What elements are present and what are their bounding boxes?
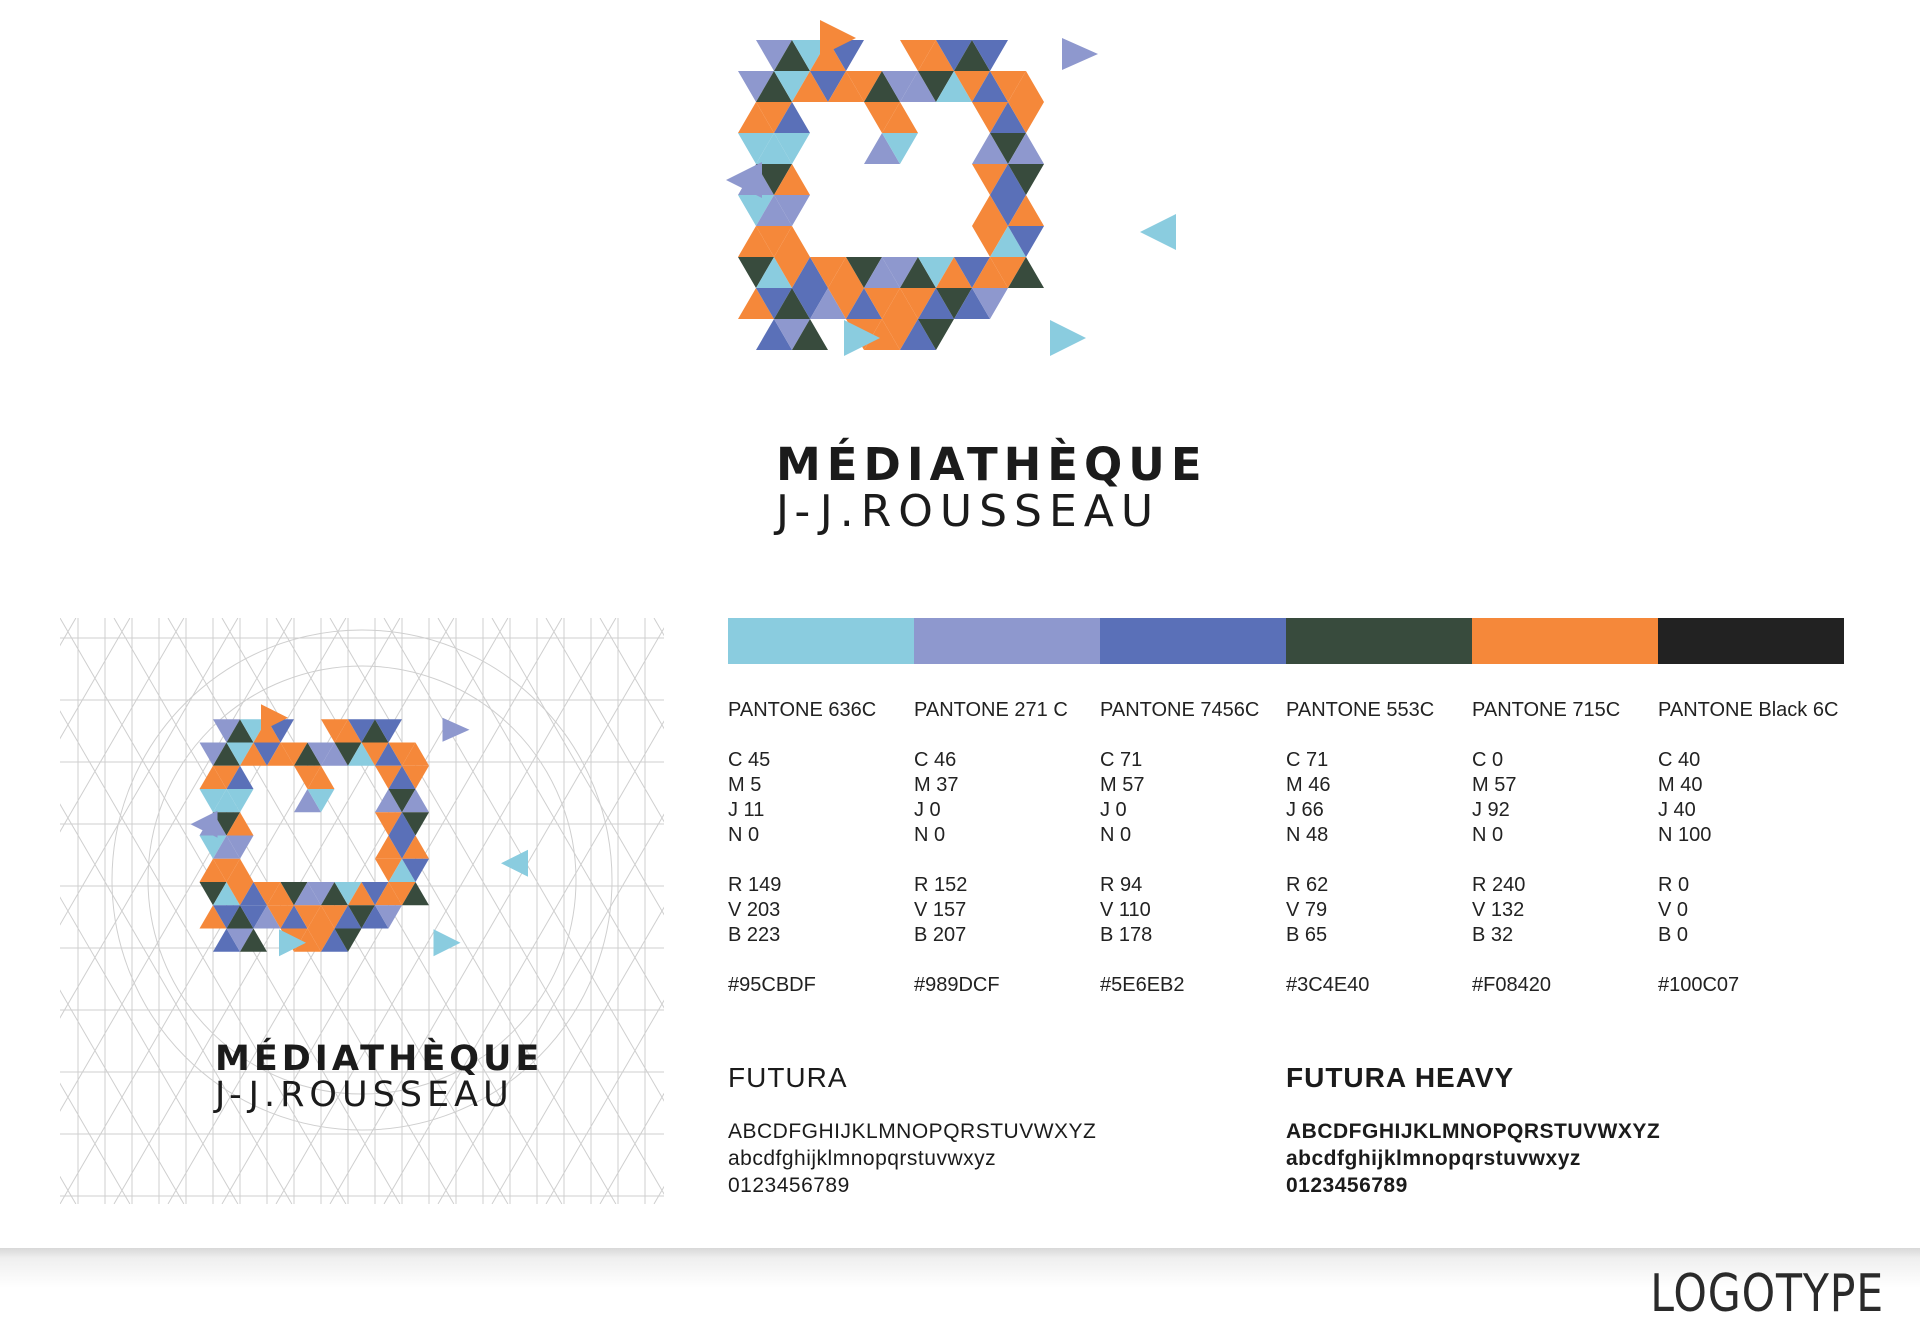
color-palette	[728, 618, 1846, 998]
rvb-values	[1286, 873, 1472, 948]
cmjn-values	[1472, 748, 1658, 848]
cmjn-value: M 46	[1286, 774, 1331, 796]
triangle-mosaic-m-icon	[720, 20, 1200, 430]
cmjn-value: J 66	[1286, 799, 1324, 821]
color-spec-column	[728, 698, 914, 998]
mosaic-triangle	[434, 929, 461, 956]
rvb-value: R 149	[728, 874, 782, 896]
font-sample-heavy-digits: 0123456789	[1286, 1174, 1408, 1197]
rvb-value: B 178	[1100, 924, 1153, 946]
font-sample-heavy-upper: ABCDFGHIJKLMNOPQRSTUVWXYZ	[1286, 1120, 1661, 1143]
grid-line	[60, 618, 130, 1204]
cmjn-value: J 0	[1100, 799, 1127, 821]
mosaic-triangle	[1062, 38, 1098, 70]
swatch-bar	[728, 618, 1844, 664]
hex-value: #5E6EB2	[1100, 974, 1185, 996]
color-spec-column	[1286, 698, 1472, 998]
cmjn-value: M 37	[914, 774, 959, 796]
hex-value: #989DCF	[914, 974, 1000, 996]
footer	[0, 1248, 1920, 1334]
cmjn-value: N 100	[1658, 824, 1712, 846]
cmjn-values	[1100, 748, 1286, 848]
hex-value: #95CBDF	[728, 974, 816, 996]
font-sample-upper: ABCDFGHIJKLMNOPQRSTUVWXYZ	[728, 1120, 1097, 1143]
rvb-values	[914, 873, 1100, 948]
color-spec-column	[914, 698, 1100, 998]
cmjn-value: N 0	[914, 824, 946, 846]
rvb-value: B 223	[728, 924, 781, 946]
color-spec-column	[1472, 698, 1658, 998]
cmjn-value: C 45	[728, 749, 771, 771]
rvb-value: R 94	[1100, 874, 1143, 896]
swatch-715c	[1472, 618, 1658, 664]
cmjn-value: M 57	[1472, 774, 1517, 796]
rvb-value: V 157	[914, 899, 967, 921]
rvb-value: R 152	[914, 874, 968, 896]
cmjn-value: C 0	[1472, 749, 1504, 771]
logo-subtitle: J-J.ROUSSEAU	[776, 486, 1161, 537]
rvb-value: B 65	[1286, 924, 1328, 946]
cmjn-values	[1658, 748, 1844, 848]
font-sample-digits: 0123456789	[728, 1174, 850, 1197]
cmjn-value: C 71	[1100, 749, 1143, 771]
cmjn-value: M 5	[728, 774, 762, 796]
swatch-271c	[914, 618, 1100, 664]
font-heavy-block	[1286, 1060, 1660, 1199]
color-specs	[728, 698, 1844, 998]
font-regular-block	[728, 1060, 1096, 1199]
cmjn-values	[728, 748, 914, 848]
rvb-value: R 0	[1658, 874, 1690, 896]
swatch-7456c	[1100, 618, 1286, 664]
cmjn-value: N 0	[728, 824, 760, 846]
pantone-name: PANTONE 636C	[728, 699, 877, 721]
font-name-regular: FUTURA	[728, 1062, 848, 1093]
cmjn-value: J 40	[1658, 799, 1696, 821]
hex-value: #100C07	[1658, 974, 1740, 996]
cmjn-value: C 71	[1286, 749, 1329, 771]
rvb-value: B 0	[1658, 924, 1689, 946]
hex-value: #F08420	[1472, 974, 1551, 996]
cmjn-values	[914, 748, 1100, 848]
mosaic-triangle	[1050, 320, 1086, 356]
grid-line	[60, 618, 130, 1204]
mosaic-triangle	[1140, 214, 1176, 250]
font-name-heavy: FUTURA HEAVY	[1286, 1062, 1515, 1093]
cmjn-value: M 57	[1100, 774, 1145, 796]
grid-logo-title: MÉDIATHÈQUE	[215, 1039, 544, 1079]
font-sample-lower: abcdfghijklmnopqrstuvwxyz	[728, 1147, 997, 1170]
rvb-value: V 203	[728, 899, 781, 921]
rvb-value: V 0	[1658, 899, 1689, 921]
color-spec-column	[1658, 698, 1844, 998]
typography-section	[728, 1060, 1846, 1220]
hex-value: #3C4E40	[1286, 974, 1370, 996]
mosaic-triangle	[501, 850, 528, 877]
cmjn-value: N 48	[1286, 824, 1329, 846]
pantone-name: PANTONE 7456C	[1100, 699, 1260, 721]
rvb-values	[1472, 873, 1658, 948]
rvb-value: V 110	[1100, 899, 1151, 921]
triangle-mosaic-m-icon	[186, 704, 546, 1012]
mosaic-triangle	[443, 718, 470, 742]
cmjn-values	[1286, 748, 1472, 848]
swatch-636c	[728, 618, 914, 664]
rvb-value: R 62	[1286, 874, 1329, 896]
footer-label: LOGOTYPE	[1650, 1264, 1884, 1324]
rvb-value: V 79	[1286, 899, 1328, 921]
pantone-name: PANTONE Black 6C	[1658, 699, 1839, 721]
font-sample-heavy-lower: abcdfghijklmnopqrstuvwxyz	[1286, 1147, 1581, 1170]
cmjn-value: N 0	[1472, 824, 1504, 846]
cmjn-value: C 40	[1658, 749, 1701, 771]
cmjn-value: J 92	[1472, 799, 1510, 821]
main-logo	[720, 20, 1208, 580]
pantone-name: PANTONE 553C	[1286, 699, 1435, 721]
rvb-values	[1658, 873, 1844, 948]
rvb-values	[1100, 873, 1286, 948]
rvb-value: B 207	[914, 924, 967, 946]
swatch-black-6c	[1658, 618, 1844, 664]
logo-title: MÉDIATHÈQUE	[776, 438, 1208, 491]
rvb-value: R 240	[1472, 874, 1526, 896]
construction-grid-panel	[60, 618, 664, 1204]
swatch-553c	[1286, 618, 1472, 664]
grid-logo-subtitle: J-J.ROUSSEAU	[215, 1075, 514, 1115]
cmjn-value: J 11	[728, 799, 765, 821]
rvb-values	[728, 873, 914, 948]
rvb-value: B 32	[1472, 924, 1514, 946]
pantone-name: PANTONE 271 C	[914, 699, 1068, 721]
cmjn-value: N 0	[1100, 824, 1132, 846]
cmjn-value: J 0	[914, 799, 941, 821]
color-spec-column	[1100, 698, 1286, 998]
cmjn-value: M 40	[1658, 774, 1703, 796]
pantone-name: PANTONE 715C	[1472, 699, 1621, 721]
rvb-value: V 132	[1472, 899, 1525, 921]
cmjn-value: C 46	[914, 749, 957, 771]
